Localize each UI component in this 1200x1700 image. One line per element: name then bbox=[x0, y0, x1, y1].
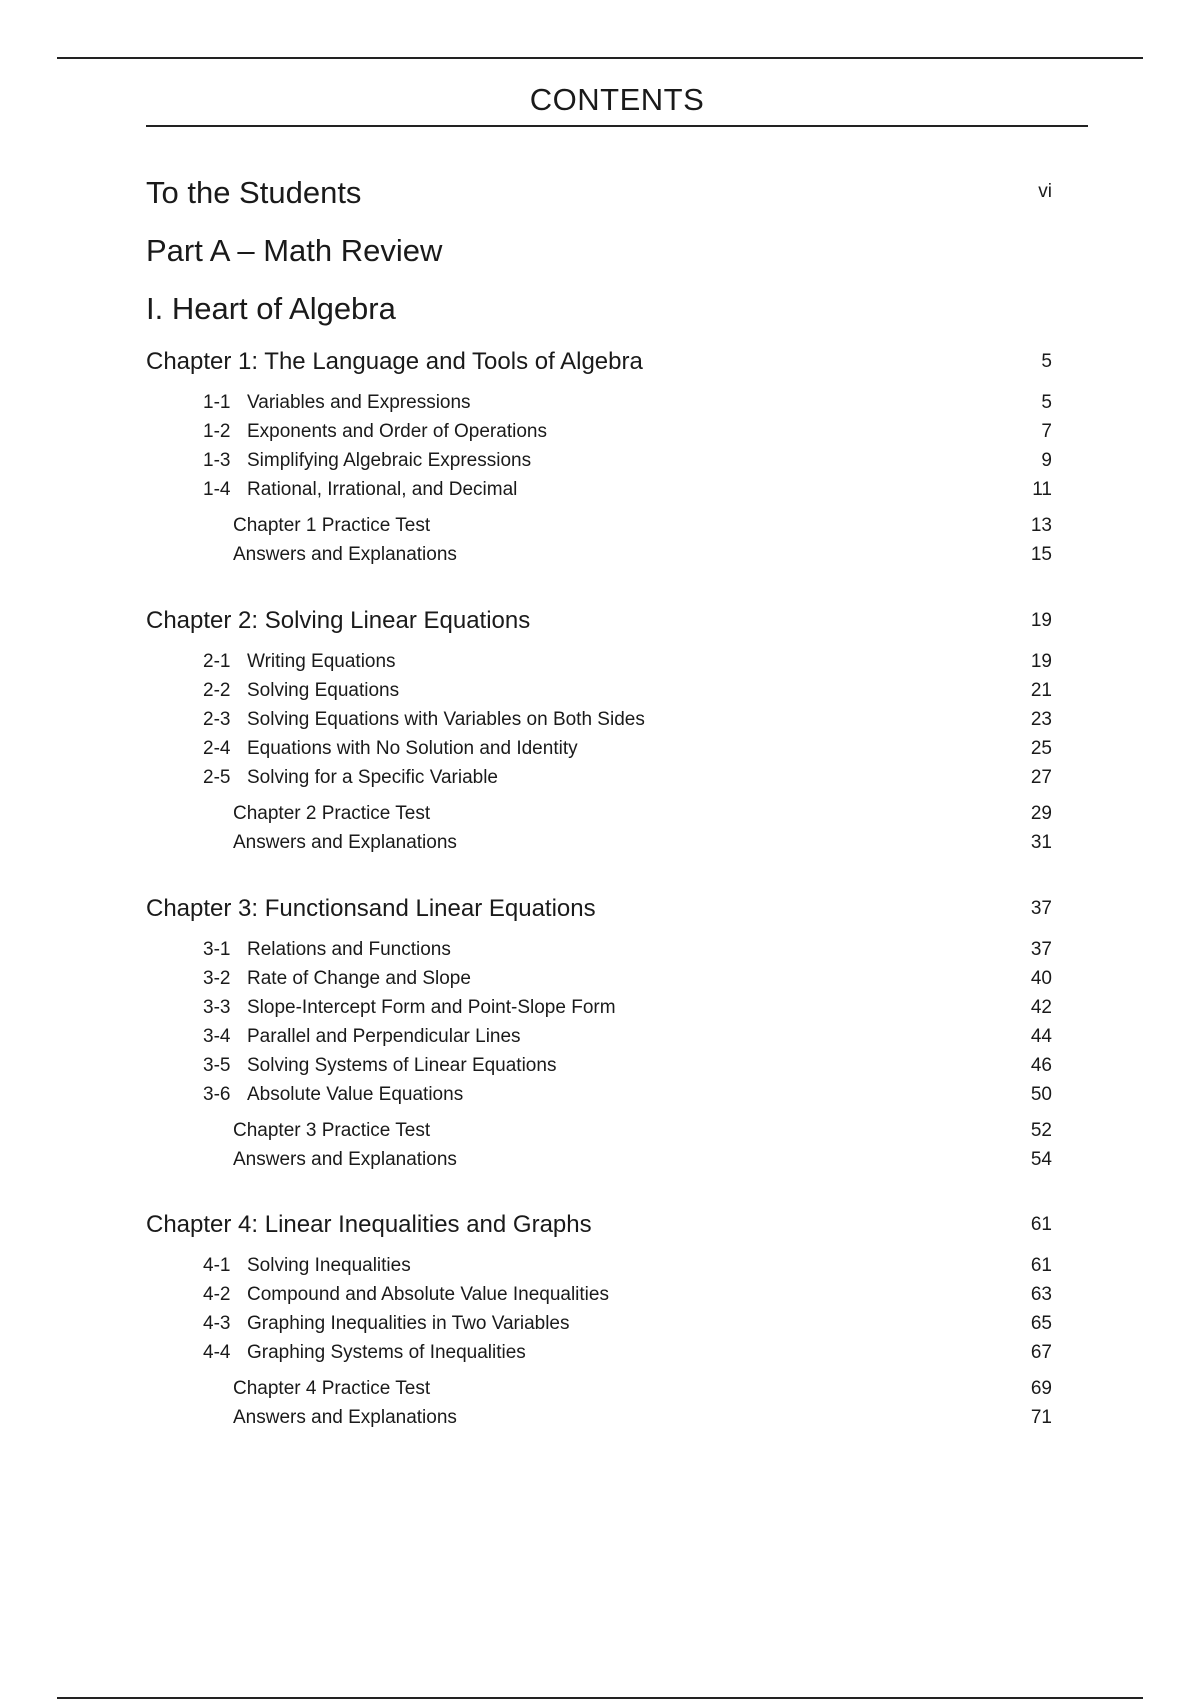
section-label: Solving Inequalities bbox=[247, 1255, 411, 1276]
section-label: Solving Systems of Linear Equations bbox=[247, 1055, 557, 1076]
section-number: 2-2 bbox=[203, 680, 231, 701]
toc-chapter-3[interactable] bbox=[0, 895, 1200, 925]
section-number: 1-3 bbox=[203, 450, 231, 471]
section-page: 11 bbox=[1032, 479, 1052, 500]
section-page: 5 bbox=[1041, 392, 1052, 413]
chapter-page: 61 bbox=[1030, 1214, 1052, 1235]
toc-entry-part-a[interactable] bbox=[0, 233, 1200, 268]
section-page: 40 bbox=[1030, 968, 1052, 989]
chapter-title: Chapter 3: Functionsand Linear Equations bbox=[146, 895, 596, 922]
section-number: 3-6 bbox=[203, 1084, 231, 1105]
toc-section-3-6[interactable] bbox=[0, 1084, 1200, 1114]
toc-section-3-4[interactable] bbox=[0, 1026, 1200, 1056]
section-page: 27 bbox=[1030, 767, 1052, 788]
toc-practice-test-2[interactable] bbox=[0, 803, 1200, 833]
section-number: 4-4 bbox=[203, 1342, 231, 1363]
toc-answers-1[interactable] bbox=[0, 544, 1200, 574]
section-label: Rational, Irrational, and Decimal bbox=[247, 479, 518, 500]
section-label: Rate of Change and Slope bbox=[247, 968, 471, 989]
toc-entry-label: I. Heart of Algebra bbox=[146, 291, 396, 326]
section-page: 7 bbox=[1041, 421, 1052, 442]
toc-chapter-4[interactable] bbox=[0, 1211, 1200, 1241]
toc-section-2-5[interactable] bbox=[0, 767, 1200, 797]
bottom-rule bbox=[57, 1697, 1143, 1699]
section-number: 3-4 bbox=[203, 1026, 231, 1047]
section-number: 3-3 bbox=[203, 997, 231, 1018]
toc-section-3-1[interactable] bbox=[0, 939, 1200, 969]
extra-label: Answers and Explanations bbox=[233, 1149, 457, 1170]
toc-entry-label: Part A – Math Review bbox=[146, 233, 443, 268]
toc-practice-test-3[interactable] bbox=[0, 1120, 1200, 1150]
section-number: 3-5 bbox=[203, 1055, 231, 1076]
section-number: 2-1 bbox=[203, 651, 231, 672]
extra-label: Answers and Explanations bbox=[233, 1407, 457, 1428]
toc-entry-label: To the Students bbox=[146, 175, 362, 210]
section-number: 4-2 bbox=[203, 1284, 231, 1305]
extra-label: Chapter 4 Practice Test bbox=[233, 1378, 431, 1399]
toc-chapter-1[interactable] bbox=[0, 348, 1200, 378]
toc-section-2-4[interactable] bbox=[0, 738, 1200, 768]
extra-page: 69 bbox=[1030, 1378, 1052, 1399]
toc-section-1-2[interactable] bbox=[0, 421, 1200, 451]
section-page: 46 bbox=[1030, 1055, 1052, 1076]
section-number: 2-4 bbox=[203, 738, 231, 759]
section-page: 65 bbox=[1030, 1313, 1052, 1334]
toc-entry-heart-of-algebra[interactable] bbox=[0, 291, 1200, 326]
section-page: 37 bbox=[1030, 939, 1052, 960]
chapter-page: 19 bbox=[1030, 610, 1052, 631]
toc-practice-test-1[interactable] bbox=[0, 515, 1200, 545]
section-number: 3-1 bbox=[203, 939, 231, 960]
section-label: Writing Equations bbox=[247, 651, 396, 672]
toc-section-1-4[interactable] bbox=[0, 479, 1200, 509]
section-label: Compound and Absolute Value Inequalities bbox=[247, 1284, 609, 1305]
extra-page: 15 bbox=[1030, 544, 1052, 565]
toc-section-1-1[interactable] bbox=[0, 392, 1200, 422]
extra-page: 13 bbox=[1030, 515, 1052, 536]
toc-section-3-2[interactable] bbox=[0, 968, 1200, 998]
section-number: 1-2 bbox=[203, 421, 231, 442]
toc-section-4-3[interactable] bbox=[0, 1313, 1200, 1343]
toc-section-2-3[interactable] bbox=[0, 709, 1200, 739]
section-page: 21 bbox=[1030, 680, 1052, 701]
toc-answers-4[interactable] bbox=[0, 1407, 1200, 1437]
chapter-title: Chapter 1: The Language and Tools of Algebra bbox=[146, 348, 643, 375]
toc-section-4-2[interactable] bbox=[0, 1284, 1200, 1314]
section-number: 2-5 bbox=[203, 767, 231, 788]
section-number: 1-1 bbox=[203, 392, 231, 413]
section-label: Graphing Systems of Inequalities bbox=[247, 1342, 526, 1363]
section-page: 63 bbox=[1030, 1284, 1052, 1305]
toc-entry-page: vi bbox=[1038, 181, 1052, 202]
section-page: 44 bbox=[1030, 1026, 1052, 1047]
toc-answers-2[interactable] bbox=[0, 832, 1200, 862]
section-label: Graphing Inequalities in Two Variables bbox=[247, 1313, 570, 1334]
chapter-title: Chapter 2: Solving Linear Equations bbox=[146, 607, 531, 634]
section-number: 2-3 bbox=[203, 709, 231, 730]
section-label: Solving for a Specific Variable bbox=[247, 767, 498, 788]
top-rule bbox=[57, 57, 1143, 59]
toc-section-4-4[interactable] bbox=[0, 1342, 1200, 1372]
toc-section-4-1[interactable] bbox=[0, 1255, 1200, 1285]
section-label: Slope-Intercept Form and Point-Slope Form bbox=[247, 997, 616, 1018]
extra-label: Chapter 1 Practice Test bbox=[233, 515, 431, 536]
title-underline bbox=[146, 125, 1088, 127]
section-page: 19 bbox=[1030, 651, 1052, 672]
section-page: 9 bbox=[1041, 450, 1052, 471]
page-title: CONTENTS bbox=[529, 82, 705, 117]
extra-page: 52 bbox=[1030, 1120, 1052, 1141]
toc-entry-to-the-students[interactable] bbox=[0, 175, 1200, 210]
section-number: 4-1 bbox=[203, 1255, 231, 1276]
extra-label: Chapter 3 Practice Test bbox=[233, 1120, 431, 1141]
toc-section-3-5[interactable] bbox=[0, 1055, 1200, 1085]
section-number: 1-4 bbox=[203, 479, 231, 500]
section-page: 50 bbox=[1030, 1084, 1052, 1105]
section-page: 23 bbox=[1030, 709, 1052, 730]
toc-section-2-2[interactable] bbox=[0, 680, 1200, 710]
section-label: Parallel and Perpendicular Lines bbox=[247, 1026, 521, 1047]
toc-section-1-3[interactable] bbox=[0, 450, 1200, 480]
section-label: Exponents and Order of Operations bbox=[247, 421, 547, 442]
section-page: 25 bbox=[1030, 738, 1052, 759]
section-label: Absolute Value Equations bbox=[247, 1084, 464, 1105]
section-page: 42 bbox=[1030, 997, 1052, 1018]
toc-practice-test-4[interactable] bbox=[0, 1378, 1200, 1408]
section-page: 67 bbox=[1030, 1342, 1052, 1363]
section-number: 3-2 bbox=[203, 968, 231, 989]
extra-page: 31 bbox=[1030, 832, 1052, 853]
chapter-page: 37 bbox=[1030, 898, 1052, 919]
extra-label: Answers and Explanations bbox=[233, 832, 457, 853]
extra-label: Chapter 2 Practice Test bbox=[233, 803, 431, 824]
toc-answers-3[interactable] bbox=[0, 1149, 1200, 1179]
toc-section-3-3[interactable] bbox=[0, 997, 1200, 1027]
toc-chapter-2[interactable] bbox=[0, 607, 1200, 637]
section-page: 61 bbox=[1030, 1255, 1052, 1276]
section-label: Solving Equations bbox=[247, 680, 400, 701]
section-label: Variables and Expressions bbox=[247, 392, 471, 413]
section-label: Solving Equations with Variables on Both Sides bbox=[247, 709, 645, 730]
toc-section-2-1[interactable] bbox=[0, 651, 1200, 681]
extra-page: 29 bbox=[1030, 803, 1052, 824]
extra-page: 71 bbox=[1030, 1407, 1052, 1428]
extra-page: 54 bbox=[1030, 1149, 1052, 1170]
extra-label: Answers and Explanations bbox=[233, 544, 457, 565]
section-label: Equations with No Solution and Identity bbox=[247, 738, 578, 759]
section-number: 4-3 bbox=[203, 1313, 231, 1334]
chapter-title: Chapter 4: Linear Inequalities and Graphs bbox=[146, 1211, 592, 1238]
section-label: Simplifying Algebraic Expressions bbox=[247, 450, 532, 471]
chapter-page: 5 bbox=[1041, 351, 1052, 372]
section-label: Relations and Functions bbox=[247, 939, 451, 960]
